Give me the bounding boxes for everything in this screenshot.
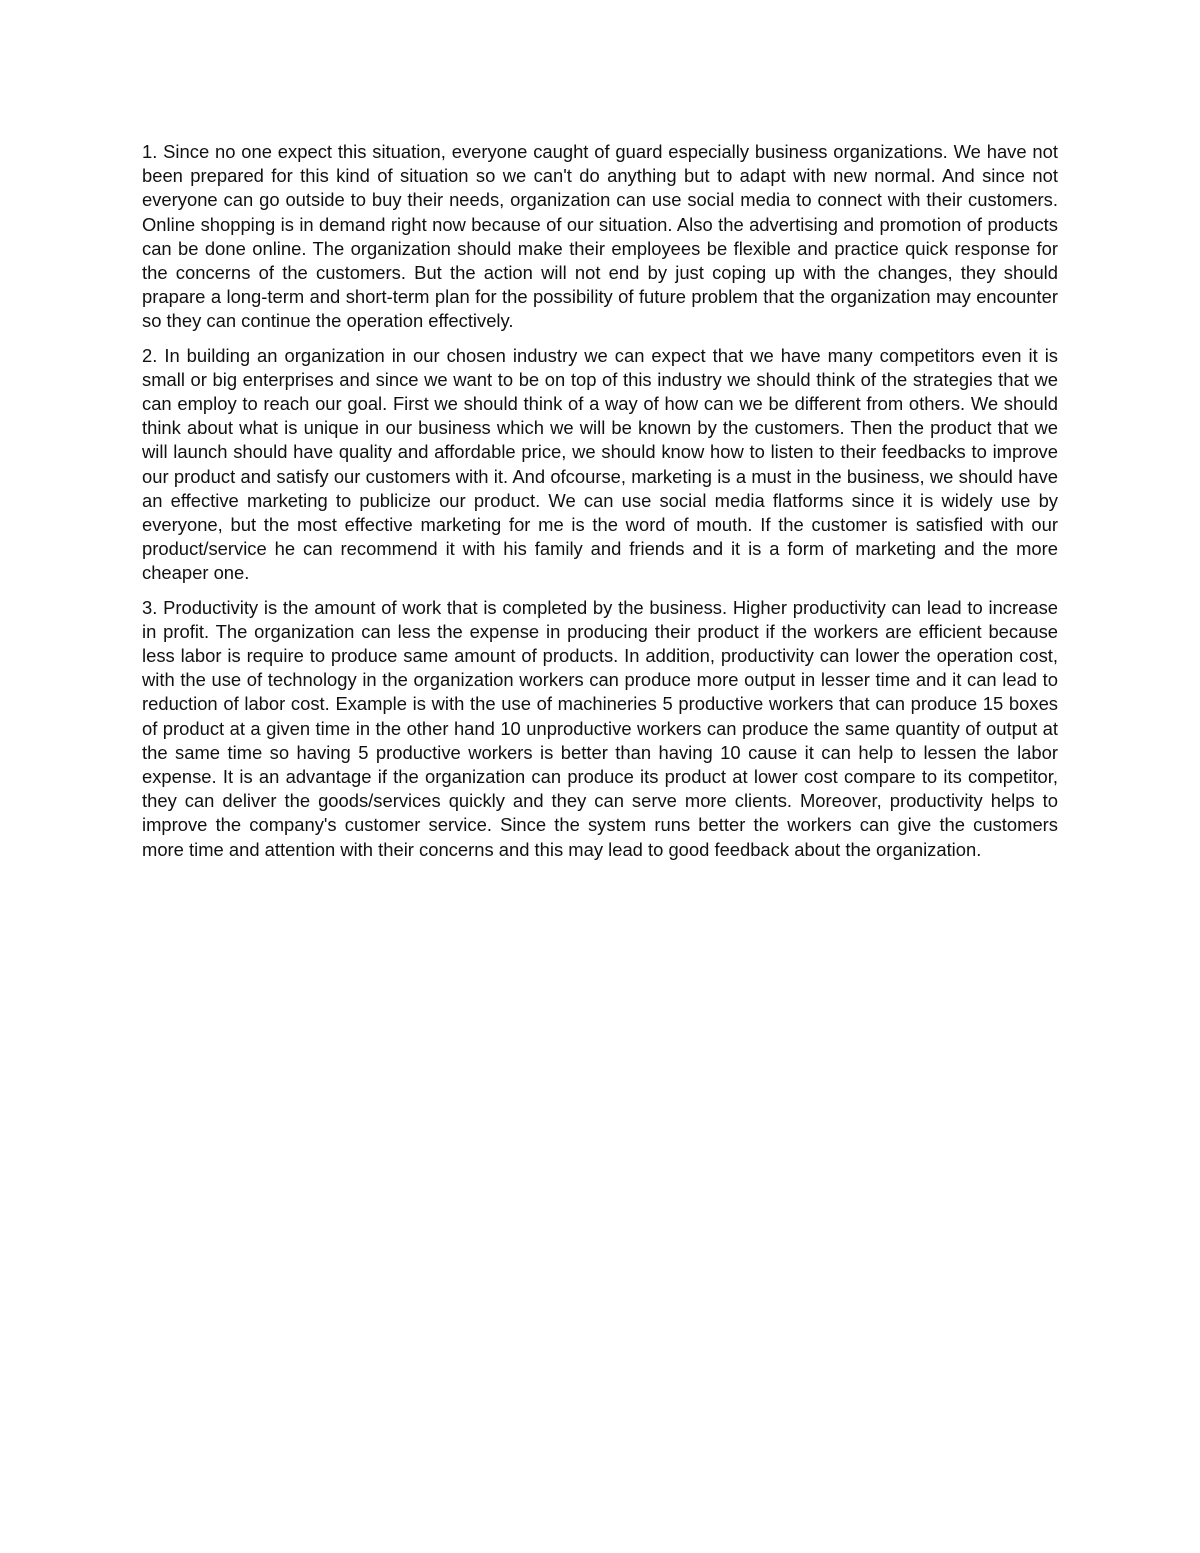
answer-paragraph-2: 2. In building an organization in our chosen industry we can expect that we have many competitors even it is small or big enterprises and since we want to be on top of this industry we should think of the strategies that we can employ to reach our goal. First we should think of a way of how can we be different from others. We should think about what is unique in our business which we will be known by the customers. Then the product that we will launch should have quality and affordable price, we should know how to listen to their feedbacks to improve our product and satisfy our customers with it. And ofcourse, marketing is a must in the business, we should have an effective marketing to publicize our product. We can use social media flatforms since it is widely use by everyone, but the most effective marketing for me is the word of mouth. If the customer is satisfied with our product/service he can recommend it with his family and friends and it is a form of marketing and the more cheaper one. bbox=[142, 344, 1058, 584]
answer-paragraph-3: 3. Productivity is the amount of work that is completed by the business. Higher productivity can lead to increase in profit. The organization can less the expense in producing their product if the workers are efficient because less labor is require to produce same amount of products. In addition, productivity can lower the operation cost, with the use of technology in the organization workers can produce more output in lesser time and it can lead to reduction of labor cost. Example is with the use of machineries 5 productive workers that can produce 15 boxes of product at a given time in the other hand 10 unproductive workers can produce the same quantity of output at the same time so having 5 productive workers is better than having 10 cause it can help to lessen the labor expense. It is an advantage if the organization can produce its product at lower cost compare to its competitor, they can deliver the goods/services quickly and they can serve more clients. Moreover, productivity helps to improve the company's customer service. Since the system runs better the workers can give the customers more time and attention with their concerns and this may lead to good feedback about the organization. bbox=[142, 596, 1058, 860]
answer-paragraph-1: 1. Since no one expect this situation, everyone caught of guard especially business organizations. We have not been prepared for this kind of situation so we can't do anything but to adapt with new normal. And since not everyone can go outside to buy their needs, organization can use social media to connect with their customers. Online shopping is in demand right now because of our situation. Also the advertising and promotion of products can be done online. The organization should make their employees be flexible and practice quick response for the concerns of the customers. But the action will not end by just coping up with the changes, they should prapare a long-term and short-term plan for the possibility of future problem that the organization may encounter so they can continue the operation effectively. bbox=[142, 141, 1058, 332]
